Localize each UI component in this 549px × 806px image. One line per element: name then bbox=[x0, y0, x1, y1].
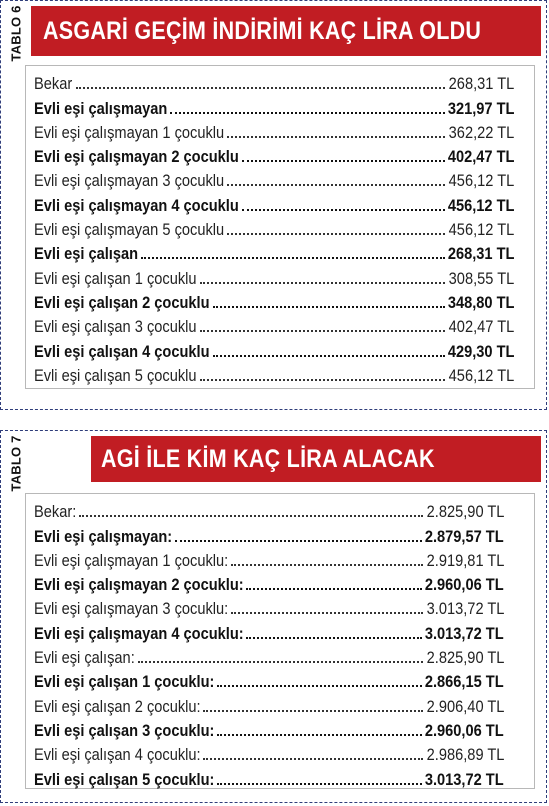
row-label: Evli eşi çalışmayan: bbox=[34, 526, 173, 546]
row-label: Evli eşi çalışmayan 2 çocuklu bbox=[34, 147, 239, 167]
table-row bbox=[34, 594, 504, 618]
table-row bbox=[34, 263, 514, 287]
row-value: 456,12 TL bbox=[447, 195, 514, 215]
dot-leader bbox=[76, 86, 446, 89]
row-label: Evli eşi çalışan 4 çocuklu: bbox=[34, 745, 201, 765]
dot-leader bbox=[242, 208, 445, 211]
row-value: 268,31 TL bbox=[448, 74, 514, 94]
table-6-title-bar bbox=[31, 6, 541, 56]
row-value: 402,47 TL bbox=[447, 147, 514, 167]
row-value: 362,22 TL bbox=[448, 122, 514, 142]
dot-leader bbox=[217, 733, 422, 736]
table-row bbox=[34, 312, 514, 336]
dot-leader bbox=[213, 305, 445, 308]
table-row bbox=[34, 570, 504, 594]
table-7-title-bar bbox=[91, 436, 541, 482]
dot-leader bbox=[200, 378, 446, 381]
row-label: Evli eşi çalışan 5 çocuklu: bbox=[34, 769, 215, 789]
dot-leader bbox=[200, 329, 446, 332]
table-row bbox=[34, 691, 504, 715]
table-7-title: AGİ İLE KİM KAÇ LİRA ALACAK bbox=[101, 444, 435, 473]
table-row bbox=[34, 618, 504, 642]
dot-leader bbox=[138, 660, 423, 663]
table-row bbox=[34, 546, 504, 570]
dot-leader bbox=[170, 111, 445, 114]
dot-leader bbox=[141, 256, 445, 259]
row-label: Evli eşi çalışmayan 5 çocuklu bbox=[34, 220, 225, 240]
row-value: 3.013,72 TL bbox=[425, 623, 504, 643]
row-value: 321,97 TL bbox=[447, 98, 514, 118]
dot-leader bbox=[242, 159, 445, 162]
dot-leader bbox=[231, 563, 423, 566]
row-label: Evli eşi çalışan 2 çocuklu: bbox=[34, 696, 201, 716]
row-value: 456,12 TL bbox=[448, 220, 514, 240]
row-value: 268,31 TL bbox=[447, 244, 514, 264]
row-value: 429,30 TL bbox=[447, 341, 514, 361]
table-row bbox=[34, 764, 504, 788]
row-label: Evli eşi çalışmayan 4 çocuklu: bbox=[34, 623, 244, 643]
table-row bbox=[34, 716, 504, 740]
table-7-panel bbox=[0, 430, 547, 803]
table-row bbox=[34, 118, 514, 142]
row-value: 2.986,89 TL bbox=[426, 745, 504, 765]
table-row bbox=[34, 215, 514, 239]
dot-leader bbox=[246, 636, 422, 639]
row-label: Evli eşi çalışan 1 çocuklu: bbox=[34, 672, 215, 692]
row-label: Evli eşi çalışmayan 3 çocuklu bbox=[34, 171, 225, 191]
row-value: 2.919,81 TL bbox=[426, 550, 504, 570]
dot-leader bbox=[227, 183, 445, 186]
row-label: Evli eşi çalışan 3 çocuklu: bbox=[34, 720, 215, 740]
table-row bbox=[34, 521, 504, 545]
row-label: Evli eşi çalışan 2 çocuklu bbox=[34, 292, 210, 312]
row-value: 308,55 TL bbox=[448, 268, 514, 288]
row-value: 348,80 TL bbox=[447, 292, 514, 312]
dot-leader bbox=[79, 514, 422, 517]
row-label: Evli eşi çalışmayan 3 çocuklu: bbox=[34, 599, 229, 619]
row-value: 402,47 TL bbox=[448, 317, 514, 337]
row-label: Evli eşi çalışan bbox=[34, 244, 139, 264]
table-row bbox=[34, 497, 504, 521]
row-label: Evli eşi çalışan 3 çocuklu bbox=[34, 317, 197, 337]
row-value: 2.825,90 TL bbox=[426, 502, 504, 522]
row-value: 2.825,90 TL bbox=[426, 648, 504, 668]
table-row bbox=[34, 361, 514, 385]
table-row bbox=[34, 166, 514, 190]
dot-leader bbox=[227, 135, 445, 138]
row-label: Bekar: bbox=[34, 502, 77, 522]
dot-leader bbox=[203, 709, 422, 712]
table-6-list bbox=[25, 65, 535, 389]
row-label: Evli eşi çalışmayan 4 çocuklu bbox=[34, 195, 239, 215]
table-row bbox=[34, 93, 514, 117]
row-label: Evli eşi çalışan 5 çocuklu bbox=[34, 365, 197, 385]
row-label: Evli eşi çalışmayan 1 çocuklu bbox=[34, 122, 225, 142]
table-row bbox=[34, 740, 504, 764]
dot-leader bbox=[200, 281, 446, 284]
table-row bbox=[34, 643, 504, 667]
table-row bbox=[34, 69, 514, 93]
row-label: Evli eşi çalışmayan bbox=[34, 98, 168, 118]
row-value: 2.866,15 TL bbox=[425, 672, 504, 692]
table-6-title: ASGARİ GEÇİM İNDİRİMİ KAÇ LİRA OLDU bbox=[43, 16, 482, 45]
dot-leader bbox=[231, 611, 423, 614]
dot-leader bbox=[213, 354, 445, 357]
table-row bbox=[34, 239, 514, 263]
dot-leader bbox=[217, 782, 422, 785]
row-value: 2.960,06 TL bbox=[425, 575, 504, 595]
row-value: 2.879,57 TL bbox=[425, 526, 504, 546]
row-value: 2.906,40 TL bbox=[426, 696, 504, 716]
dot-leader bbox=[227, 232, 445, 235]
table-row bbox=[34, 336, 514, 360]
table-7-list bbox=[25, 493, 535, 789]
row-value: 3.013,72 TL bbox=[425, 769, 504, 789]
row-value: 2.960,06 TL bbox=[425, 720, 504, 740]
row-label: Evli eşi çalışan 1 çocuklu bbox=[34, 268, 197, 288]
row-label: Bekar bbox=[34, 74, 73, 94]
row-value: 3.013,72 TL bbox=[426, 599, 504, 619]
row-label: Evli eşi çalışan 4 çocuklu bbox=[34, 341, 210, 361]
row-label: Evli eşi çalışmayan 2 çocuklu: bbox=[34, 575, 244, 595]
row-label: Evli eşi çalışmayan 1 çocuklu: bbox=[34, 550, 229, 570]
row-label: Evli eşi çalışan: bbox=[34, 648, 135, 668]
row-value: 456,12 TL bbox=[448, 365, 514, 385]
dot-leader bbox=[175, 539, 423, 542]
table-row bbox=[34, 667, 504, 691]
table-row bbox=[34, 190, 514, 214]
table-6-tag: TABLO 6 bbox=[8, 4, 24, 62]
table-7-tag: TABLO 7 bbox=[8, 434, 24, 492]
dot-leader bbox=[203, 757, 422, 760]
row-value: 456,12 TL bbox=[448, 171, 514, 191]
dot-leader bbox=[246, 587, 422, 590]
table-row bbox=[34, 142, 514, 166]
table-row bbox=[34, 288, 514, 312]
dot-leader bbox=[217, 684, 422, 687]
